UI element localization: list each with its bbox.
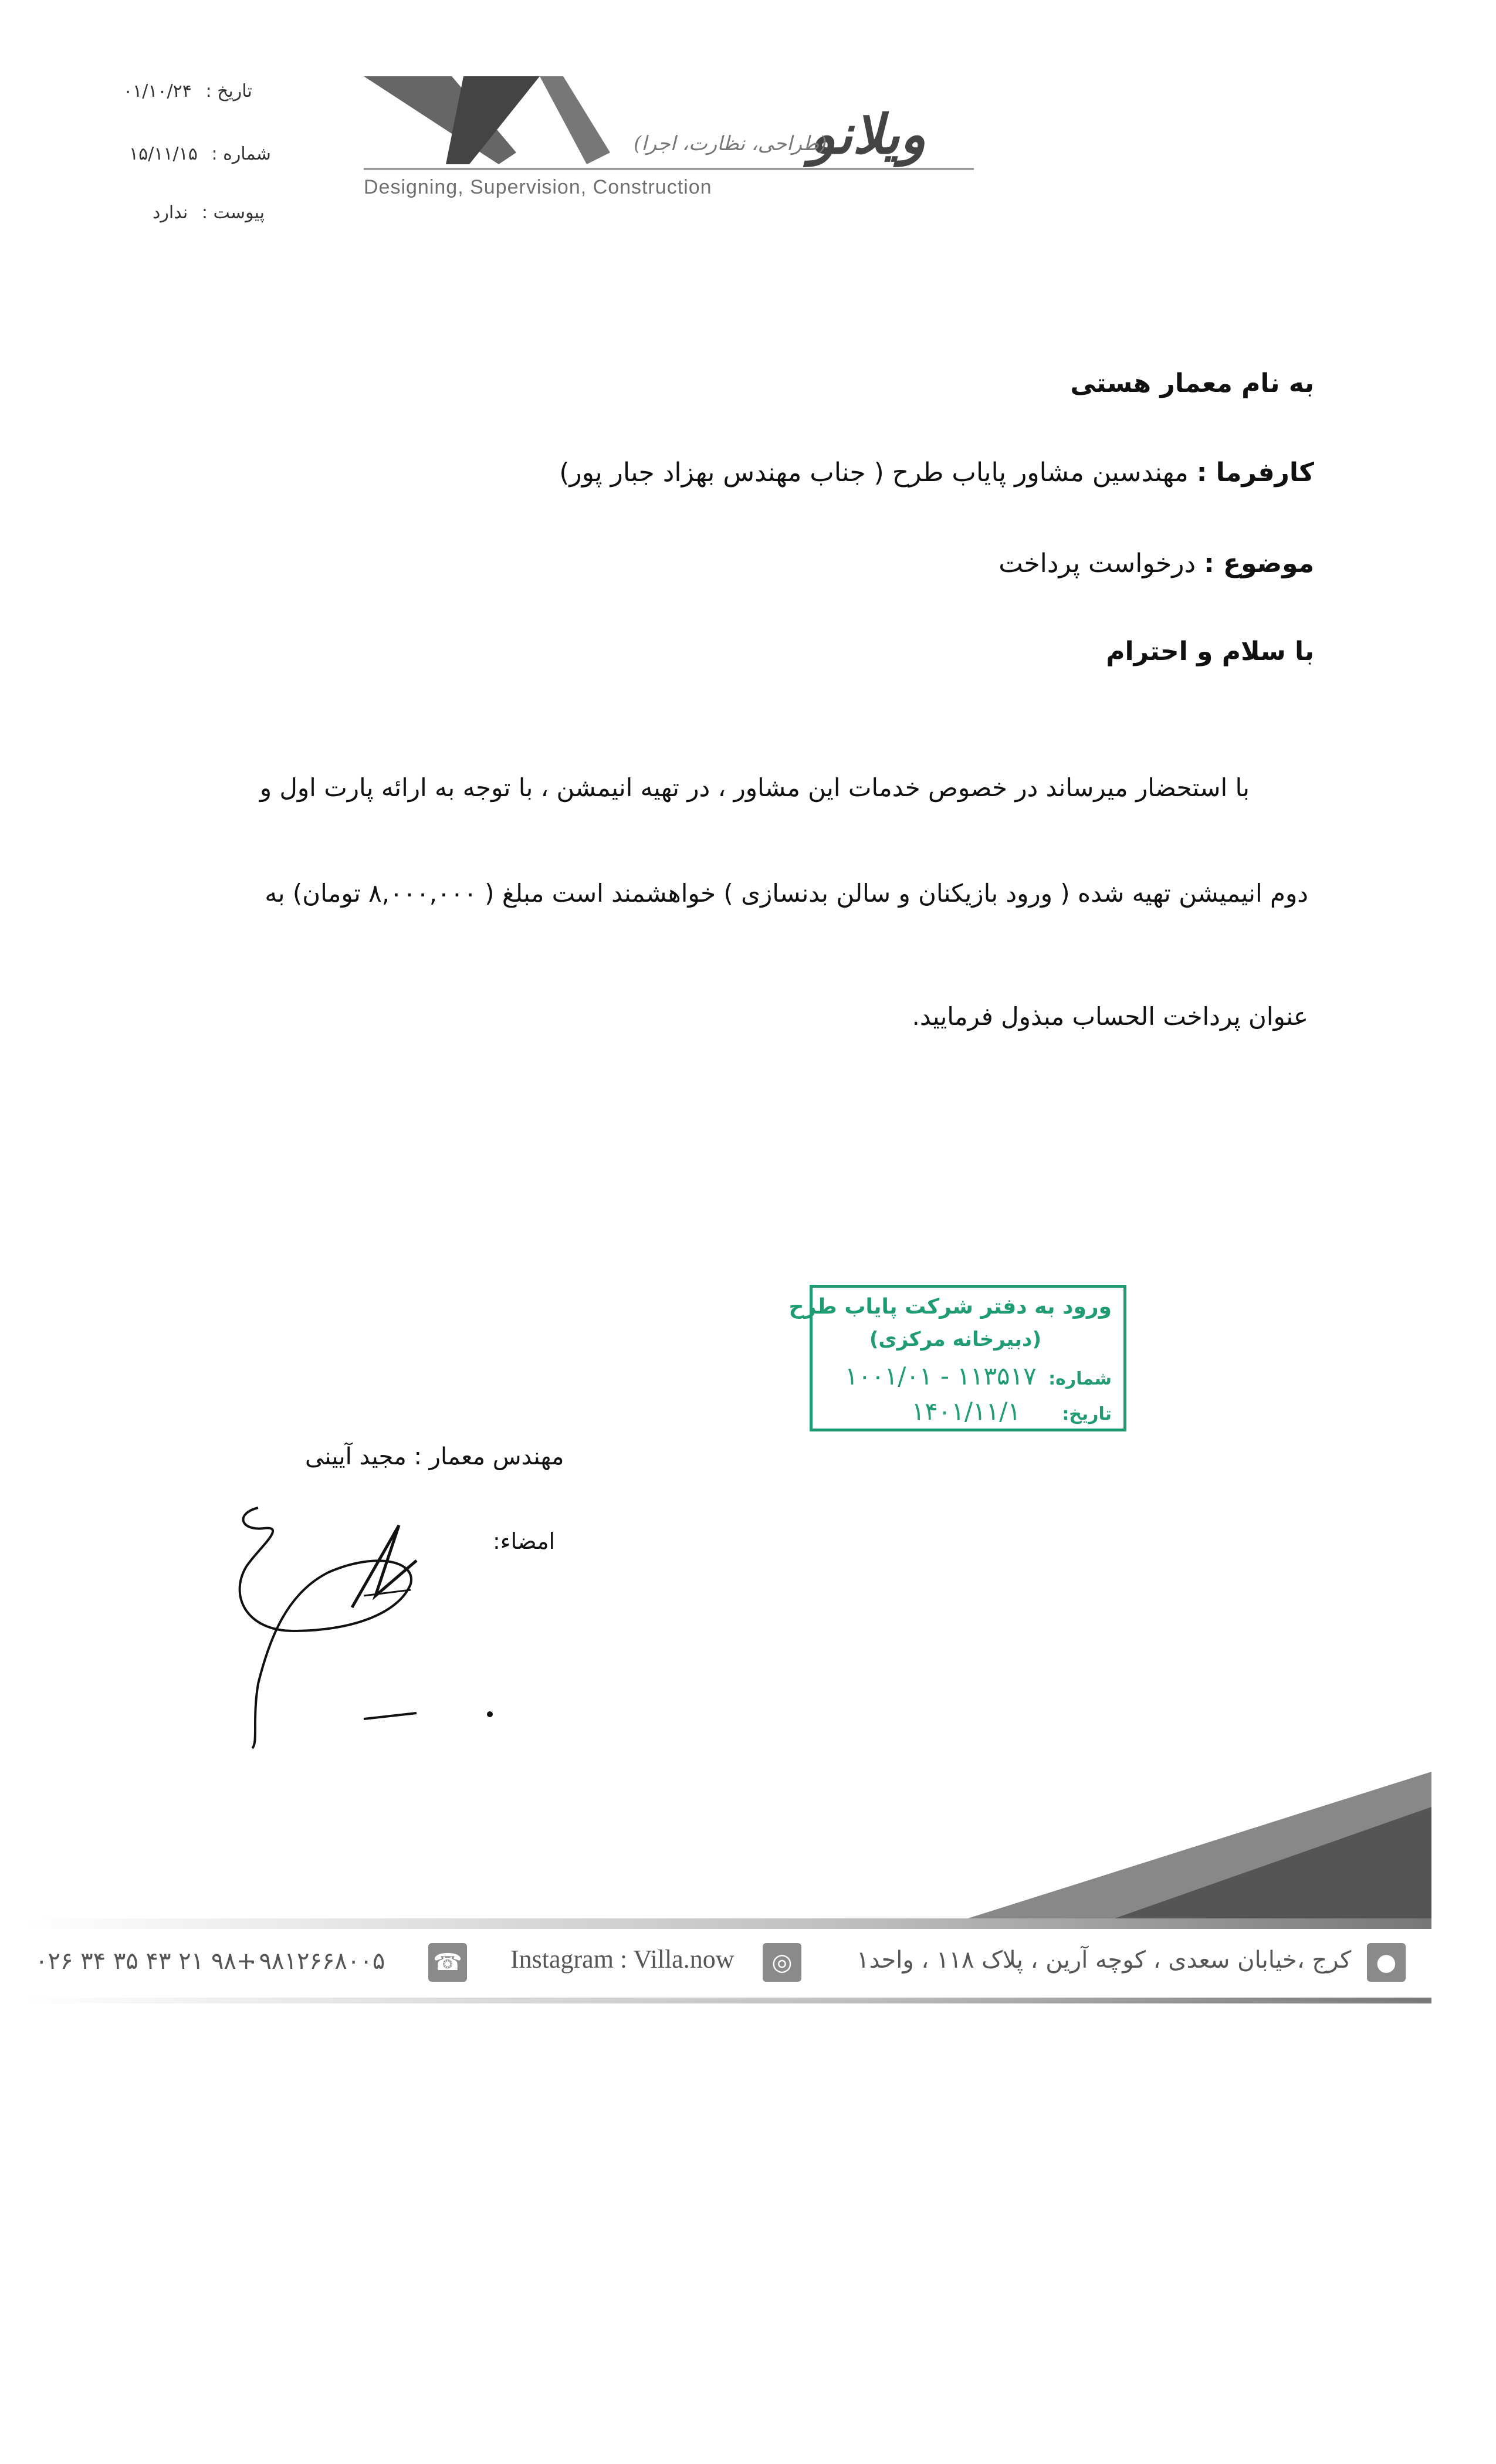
address: کرج ،خیابان سعدی ، کوچه آرین ، پلاک ۱۱۸ ، واحد۱ <box>857 1947 1352 1974</box>
date-value: ۰۱/۱۰/۲۴ <box>123 81 192 101</box>
stamp-number-row <box>845 1362 1112 1390</box>
stamp-date-row <box>912 1397 1112 1426</box>
instagram-handle: Instagram : Villa.now <box>510 1945 735 1974</box>
paragraph-line-3: عنوان پرداخت الحساب مبذول فرمایید. <box>912 1002 1308 1031</box>
paragraph-line-1: با استحضار میرساند در خصوص خدمات این مشاور ، در تهیه انیمشن ، با توجه به ارائه پارت اول و <box>259 773 1250 802</box>
logo-slogan: (طراحی، نظارت، اجرا) <box>634 132 827 155</box>
subject-line <box>999 549 1314 578</box>
instagram-icon: ◎ <box>763 1943 801 1982</box>
location-pin-icon: ● <box>1367 1943 1406 1982</box>
stamp-date-label: تاریخ: <box>1062 1404 1112 1424</box>
paragraph-line-2: دوم انیمیشن تهیه شده ( ورود بازیکنان و سالن بدنسازی ) خواهشمند است مبلغ ( ۸,۰۰۰,۰۰۰ تومان) به <box>265 879 1308 908</box>
date-line <box>123 81 252 101</box>
stamp-number-label: شماره: <box>1048 1369 1112 1389</box>
subject-label: موضوع : <box>1204 549 1314 578</box>
logo-brand: ویلانو <box>810 103 926 166</box>
handwritten-signature <box>223 1496 528 1754</box>
logo-mark-right <box>540 76 610 164</box>
number-line <box>129 144 271 164</box>
client-line <box>559 458 1314 488</box>
signature-label: امضاء: <box>493 1528 556 1554</box>
stamp-subtitle: (دبیرخانه مرکزی) <box>869 1328 1041 1351</box>
client-value: مهندسین مشاور پایاب طرح ( جناب مهندس بهزاد جبار پور) <box>559 458 1189 488</box>
number-value: ۱۵/۱۱/۱۵ <box>129 144 198 164</box>
phone-office: ۰۲۶ ۳۴ ۳۵ ۴۳ ۲۱ ۹۸+ <box>35 1948 256 1975</box>
footer-contact-bar <box>23 1930 1431 1995</box>
logo-tagline: Designing, Supervision, Construction <box>364 176 712 198</box>
date-label: تاریخ : <box>205 81 252 101</box>
stamp-title: ورود به دفتر شرکت پایاب طرح <box>788 1295 1112 1319</box>
engineer-name: مهندس معمار : مجید آیینی <box>305 1443 564 1470</box>
attachment-label: پیوست : <box>201 202 265 223</box>
phone-icon: ☎ <box>428 1943 467 1982</box>
phone-mobile: ۰۹۸۱۲۶۶۸۰۰۵ <box>246 1948 385 1975</box>
stamp-number-value: ۱۱۳۵۱۷ - ۱۰۰۱/۰۱ <box>844 1362 1037 1390</box>
greeting: با سلام و احترام <box>1106 637 1314 666</box>
client-label: کارفرما : <box>1196 458 1314 488</box>
subject-value: درخواست پرداخت <box>999 549 1196 578</box>
attachment-value: ندارد <box>153 202 188 223</box>
attachment-line <box>153 202 265 223</box>
number-label: شماره : <box>211 144 271 164</box>
invocation-heading: به نام معمار هستی <box>1070 368 1314 398</box>
receipt-stamp <box>788 1285 1126 1431</box>
stamp-date-value: ۱۴۰۱/۱۱/۱ <box>911 1397 1021 1426</box>
